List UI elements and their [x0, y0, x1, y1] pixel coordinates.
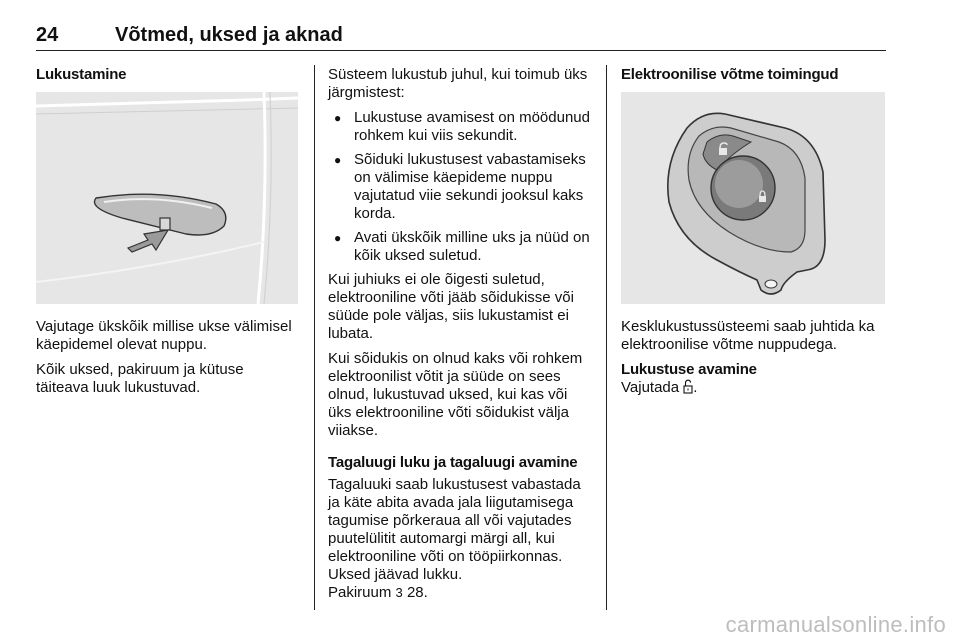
- page-reference-arrow-icon: 3: [395, 585, 403, 600]
- instruction-text: Vajutada: [621, 379, 680, 396]
- paragraph: Vajutage ükskõik millise ukse välimisel käepidemel olevat nuppu.: [36, 318, 292, 353]
- reference-text: Pakiruum: [328, 584, 392, 601]
- cross-reference: [328, 584, 592, 602]
- page-header: [36, 20, 886, 51]
- section-heading: Lukustuse avamine: [621, 361, 757, 378]
- door-handle-drawing: [36, 92, 298, 304]
- electronic-key-illustration: [621, 92, 885, 304]
- column-middle: [328, 66, 592, 602]
- unlock-icon: [683, 379, 693, 399]
- column-left: [36, 66, 300, 404]
- watermark: carmanualsonline.info: [725, 612, 946, 637]
- section-heading: Elektroonilise võtme toimingud: [621, 66, 839, 83]
- electronic-key-drawing: [621, 92, 885, 304]
- paragraph: Süsteem lukustub juhul, kui toimub üks järgmistest:: [328, 66, 588, 101]
- paragraph: Tagaluuki saab lukustusest vabastada ja käte abita avada jala liigutamisega tagumise põrkeraua all või vajutades puutelülitit automargi märgi all, kui elektrooniline võti on tööpiirkonnas. Uksed jäävad lukku.: [328, 476, 581, 583]
- paragraph: Kui juhiuks ei ole õigesti suletud, elektrooniline võti jääb sõidukisse või süüde pole väljas, siis lukustamist ei lubata.: [328, 271, 574, 342]
- list-item: ● Sõiduki lukustusest vabastamiseks on välimise käepideme nuppu vajutatud viie sekundi jooksul kaks korda.: [328, 151, 592, 223]
- paragraph: Kesklukustussüsteemi saab juhtida ka elektroonilise võtme nuppudega.: [621, 318, 875, 353]
- reference-page: 28.: [406, 584, 428, 601]
- column-divider: [606, 65, 607, 610]
- door-handle-illustration: [36, 92, 298, 304]
- column-divider: [314, 65, 315, 610]
- condition-list: [328, 109, 592, 265]
- paragraph: Kõik uksed, pakiruum ja kütuse täiteava luuk lukustuvad.: [36, 361, 244, 396]
- page-number: 24: [36, 24, 59, 46]
- page-title: Võtmed, uksed ja aknad: [115, 24, 343, 46]
- paragraph: Kui sõidukis on olnud kaks või rohkem elektroonilist võtit ja süüde on sees olnud, lukustuvad uksed, kui kas või üks elektrooniline võti sõidukist välja viiakse.: [328, 350, 583, 439]
- column-right: [621, 66, 885, 399]
- section-heading: Tagaluugi luku ja tagaluugi avamine: [328, 454, 578, 471]
- instruction: Vajutada .: [621, 379, 885, 399]
- list-item: ● Avati ükskõik milline uks ja nüüd on kõik uksed suletud.: [328, 229, 592, 265]
- list-item: ● Lukustuse avamisest on möödunud rohkem kui viis sekundit.: [328, 109, 592, 145]
- section-heading: Lukustamine: [36, 66, 127, 83]
